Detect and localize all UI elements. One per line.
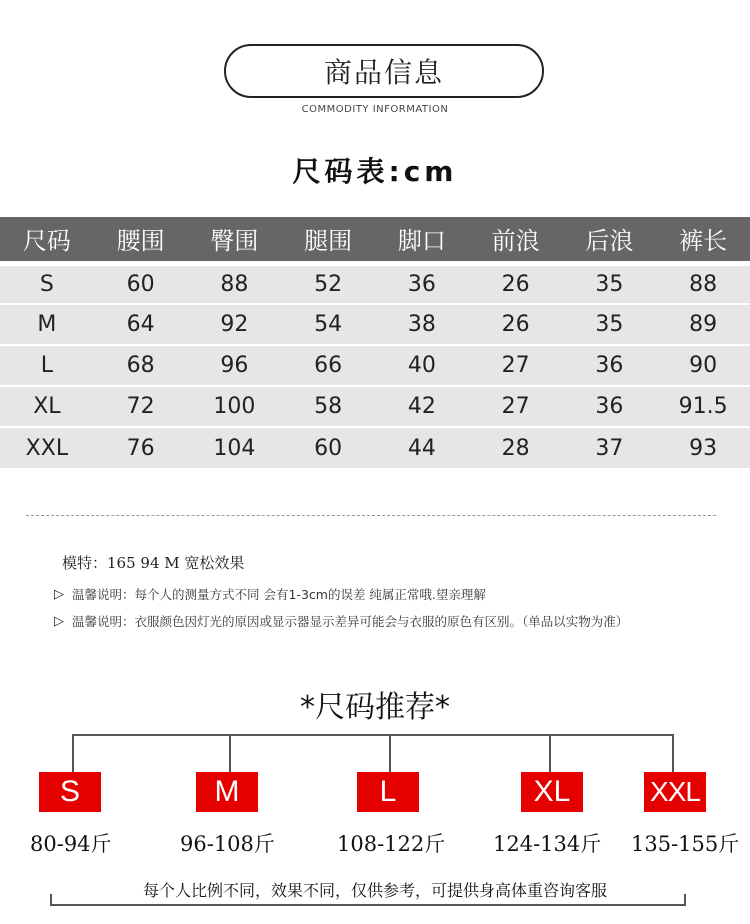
table-cell: 100 (188, 386, 282, 427)
note-text: 温馨说明：每个人的测量方式不同 会有1-3cm的误差 纯属正常哦.望亲理解 (72, 587, 486, 602)
table-cell: 26 (469, 304, 563, 345)
column-header: 后浪 (563, 217, 657, 263)
table-cell: L (0, 345, 94, 386)
column-header: 前浪 (469, 217, 563, 263)
size-table (0, 217, 750, 468)
table-cell: 90 (656, 345, 750, 386)
table-cell: 68 (94, 345, 188, 386)
weight-range: 96-108斤 (180, 832, 275, 856)
table-cell: XL (0, 386, 94, 427)
table-cell: 27 (469, 386, 563, 427)
weight-range: 135-155斤 (631, 832, 740, 856)
table-cell: 52 (281, 263, 375, 304)
table-cell: 36 (375, 263, 469, 304)
table-cell: 72 (94, 386, 188, 427)
table-cell: 64 (94, 304, 188, 345)
page-title: 商品信息 (323, 56, 444, 89)
size-table-header (0, 217, 750, 263)
table-cell: 76 (94, 427, 188, 468)
table-cell: 60 (94, 263, 188, 304)
table-cell: 92 (188, 304, 282, 345)
connector-line (72, 734, 674, 736)
note-item (54, 612, 628, 630)
note-item (54, 585, 486, 603)
connector-line (672, 734, 674, 772)
size-badge-s: S (39, 772, 101, 812)
model-info: 模特：165 94 M 宽松效果 (62, 554, 245, 572)
column-header: 臀围 (188, 217, 282, 263)
table-cell: 88 (188, 263, 282, 304)
table-cell: 27 (469, 345, 563, 386)
weight-range: 80-94斤 (30, 832, 112, 856)
size-badge-xxl: XXL (644, 772, 706, 812)
weight-range: 124-134斤 (493, 832, 602, 856)
column-header: 腰围 (94, 217, 188, 263)
table-cell: 37 (563, 427, 657, 468)
connector-line (229, 734, 231, 772)
table-cell: 89 (656, 304, 750, 345)
size-badge-m: M (196, 772, 258, 812)
connector-line (549, 734, 551, 772)
table-cell: XXL (0, 427, 94, 468)
connector-line (72, 734, 74, 772)
table-cell: 36 (563, 345, 657, 386)
table-row (0, 427, 750, 468)
triangle-right-icon: ▷ (54, 586, 64, 602)
table-cell: 58 (281, 386, 375, 427)
triangle-right-icon: ▷ (54, 613, 64, 629)
column-header: 尺码 (0, 217, 94, 263)
bracket-line (684, 894, 686, 906)
connector-line (389, 734, 391, 772)
table-cell: 66 (281, 345, 375, 386)
recommendation-title: *尺码推荐* (300, 690, 450, 725)
table-row (0, 345, 750, 386)
table-cell: 96 (188, 345, 282, 386)
table-cell: 60 (281, 427, 375, 468)
table-row (0, 304, 750, 345)
weight-range: 108-122斤 (337, 832, 446, 856)
table-cell: 42 (375, 386, 469, 427)
dashed-divider (26, 515, 716, 516)
size-badge-xl: XL (521, 772, 583, 812)
table-cell: 44 (375, 427, 469, 468)
table-cell: 35 (563, 263, 657, 304)
table-cell: 54 (281, 304, 375, 345)
bracket-line (50, 904, 686, 906)
note-text: 温馨说明：衣服颜色因灯光的原因或显示器显示差异可能会与衣服的原色有区别。（单品以实物为准） (72, 614, 629, 629)
bracket-line (50, 894, 52, 906)
table-cell: 93 (656, 427, 750, 468)
table-cell: 35 (563, 304, 657, 345)
table-cell: 104 (188, 427, 282, 468)
table-row (0, 263, 750, 304)
footer-note: 每个人比例不同，效果不同，仅供参考，可提供身高体重咨询客服 (142, 881, 607, 900)
table-cell: 40 (375, 345, 469, 386)
column-header: 脚口 (375, 217, 469, 263)
table-cell: 26 (469, 263, 563, 304)
page-subtitle: COMMODITY INFORMATION (301, 104, 449, 115)
table-cell: M (0, 304, 94, 345)
table-cell: 28 (469, 427, 563, 468)
size-badge-l: L (357, 772, 419, 812)
table-cell: 38 (375, 304, 469, 345)
table-cell: S (0, 263, 94, 304)
size-table-title: 尺码表:cm (292, 155, 458, 188)
table-cell: 36 (563, 386, 657, 427)
column-header: 裤长 (656, 217, 750, 263)
table-cell: 88 (656, 263, 750, 304)
table-cell: 91.5 (656, 386, 750, 427)
table-row (0, 386, 750, 427)
column-header: 腿围 (281, 217, 375, 263)
title-pill (224, 44, 544, 98)
